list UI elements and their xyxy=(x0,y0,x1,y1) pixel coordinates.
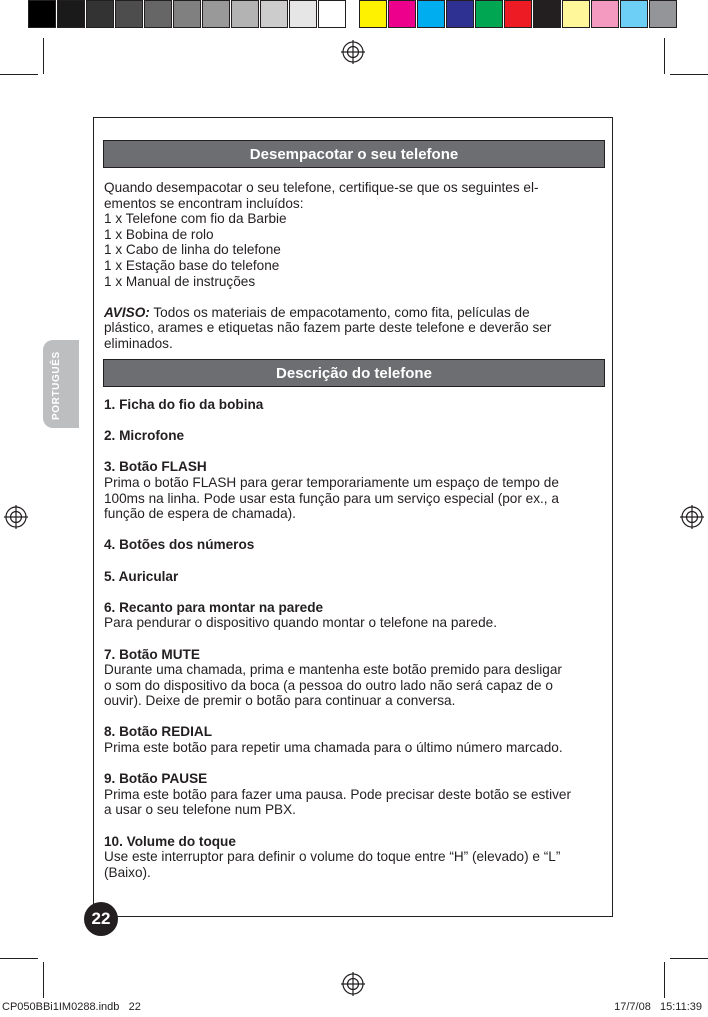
item-text: Use este interruptor para definir o volume do toque entre “H” (elevado) e “L” xyxy=(104,849,561,865)
gray-swatch xyxy=(231,0,259,28)
item-heading: 5. Auricular xyxy=(104,568,179,584)
color-swatch xyxy=(649,0,677,28)
crop-mark xyxy=(0,958,38,959)
list-item: 1 x Manual de instruções xyxy=(104,273,256,289)
gray-swatch xyxy=(115,0,143,28)
gray-swatch xyxy=(260,0,288,28)
list-item: 1 x Telefone com fio da Barbie xyxy=(104,211,287,227)
item-text: Para pendurar o dispositivo quando montar o telefone na parede. xyxy=(104,615,497,631)
item-text: função de espera de chamada). xyxy=(104,506,296,522)
item-heading: 9. Botão PAUSE xyxy=(104,771,208,787)
registration-mark-icon xyxy=(4,505,28,529)
list-item: 1 x Estação base do telefone xyxy=(104,257,280,273)
list-item: 1 x Bobina de rolo xyxy=(104,226,214,242)
crop-mark xyxy=(664,962,665,998)
slug-timestamp: 17/7/08 15:11:39 xyxy=(614,1001,702,1013)
registration-mark-icon xyxy=(341,972,365,996)
warning-text: eliminados. xyxy=(104,335,173,351)
item-heading: 10. Volume do toque xyxy=(104,833,236,849)
color-swatch xyxy=(388,0,416,28)
item-text: o som do dispositivo da boca (a pessoa do outro lado não será capaz de o xyxy=(104,677,553,693)
item-text: a usar o seu telefone num PBX. xyxy=(104,802,296,818)
item-text: Prima o botão FLASH para gerar temporariamente um espaço de tempo de xyxy=(104,474,559,490)
item-heading: 6. Recanto para montar na parede xyxy=(104,599,324,615)
crop-mark xyxy=(664,38,665,74)
gray-swatch xyxy=(202,0,230,28)
gray-swatch xyxy=(57,0,85,28)
gray-swatch xyxy=(289,0,317,28)
page-number-label: 22 xyxy=(91,909,111,928)
color-swatch xyxy=(359,0,387,28)
warning-text: plástico, arames e etiquetas não fazem parte deste telefone e deverão ser xyxy=(104,320,552,336)
crop-mark xyxy=(43,38,44,74)
language-tab xyxy=(43,340,79,428)
warning-body: Todos os materiais de empacotamento, como fita, películas de xyxy=(149,304,530,320)
registration-mark-icon xyxy=(341,40,365,64)
process-color-bar xyxy=(359,0,678,30)
item-heading: 8. Botão REDIAL xyxy=(104,724,212,740)
slug-filename: CP050BBi1IM0288.indb 22 xyxy=(2,1001,141,1013)
crop-mark xyxy=(43,962,44,998)
color-swatch xyxy=(417,0,445,28)
item-heading: 2. Microfone xyxy=(104,428,185,444)
item-heading: 7. Botão MUTE xyxy=(104,646,200,662)
gray-swatch xyxy=(144,0,172,28)
item-text: Durante uma chamada, prima e mantenha este botão premido para desligar xyxy=(104,662,562,678)
item-heading: 3. Botão FLASH xyxy=(104,459,207,475)
gray-swatch xyxy=(86,0,114,28)
item-text: ouvir). Deixe de premir o botão para continuar a conversa. xyxy=(104,693,456,709)
description-content xyxy=(104,397,604,880)
grayscale-color-bar xyxy=(28,0,347,30)
item-text: (Baixo). xyxy=(104,864,151,880)
section-title: Desempacotar o seu telefone xyxy=(249,145,459,163)
color-swatch xyxy=(504,0,532,28)
color-swatch xyxy=(591,0,619,28)
color-swatch xyxy=(562,0,590,28)
language-tab-label: PORTUGUÊS xyxy=(51,351,62,420)
crop-mark xyxy=(0,74,38,75)
warning-text xyxy=(104,305,604,321)
color-swatch xyxy=(533,0,561,28)
list-item: 1 x Cabo de linha do telefone xyxy=(104,242,281,258)
crop-mark xyxy=(670,74,708,75)
unpacking-content xyxy=(104,180,604,352)
page-number xyxy=(84,902,118,936)
section-header-unpacking xyxy=(103,140,605,168)
item-text: Prima este botão para repetir uma chamada para o último número marcado. xyxy=(104,740,563,756)
section-header-description xyxy=(103,359,605,387)
registration-mark-icon xyxy=(680,505,704,529)
color-swatch xyxy=(620,0,648,28)
crop-mark xyxy=(670,958,708,959)
item-heading: 4. Botões dos números xyxy=(104,537,255,553)
color-swatch xyxy=(446,0,474,28)
item-heading: 1. Ficha do fio da bobina xyxy=(104,397,264,412)
gray-swatch xyxy=(318,0,346,28)
section-title: Descrição do telefone xyxy=(276,364,432,382)
color-swatch xyxy=(475,0,503,28)
intro-text: Quando desempacotar o seu telefone, certifique-se que os seguintes el- xyxy=(104,180,539,195)
gray-swatch xyxy=(173,0,201,28)
item-text: 100ms na linha. Pode usar esta função para um serviço especial (por ex., a xyxy=(104,490,559,506)
gray-swatch xyxy=(28,0,56,28)
warning-label: AVISO: xyxy=(104,304,150,320)
intro-text: ementos se encontram incluídos: xyxy=(104,195,304,211)
item-text: Prima este botão para fazer uma pausa. Pode precisar deste botão se estiver xyxy=(104,786,571,802)
